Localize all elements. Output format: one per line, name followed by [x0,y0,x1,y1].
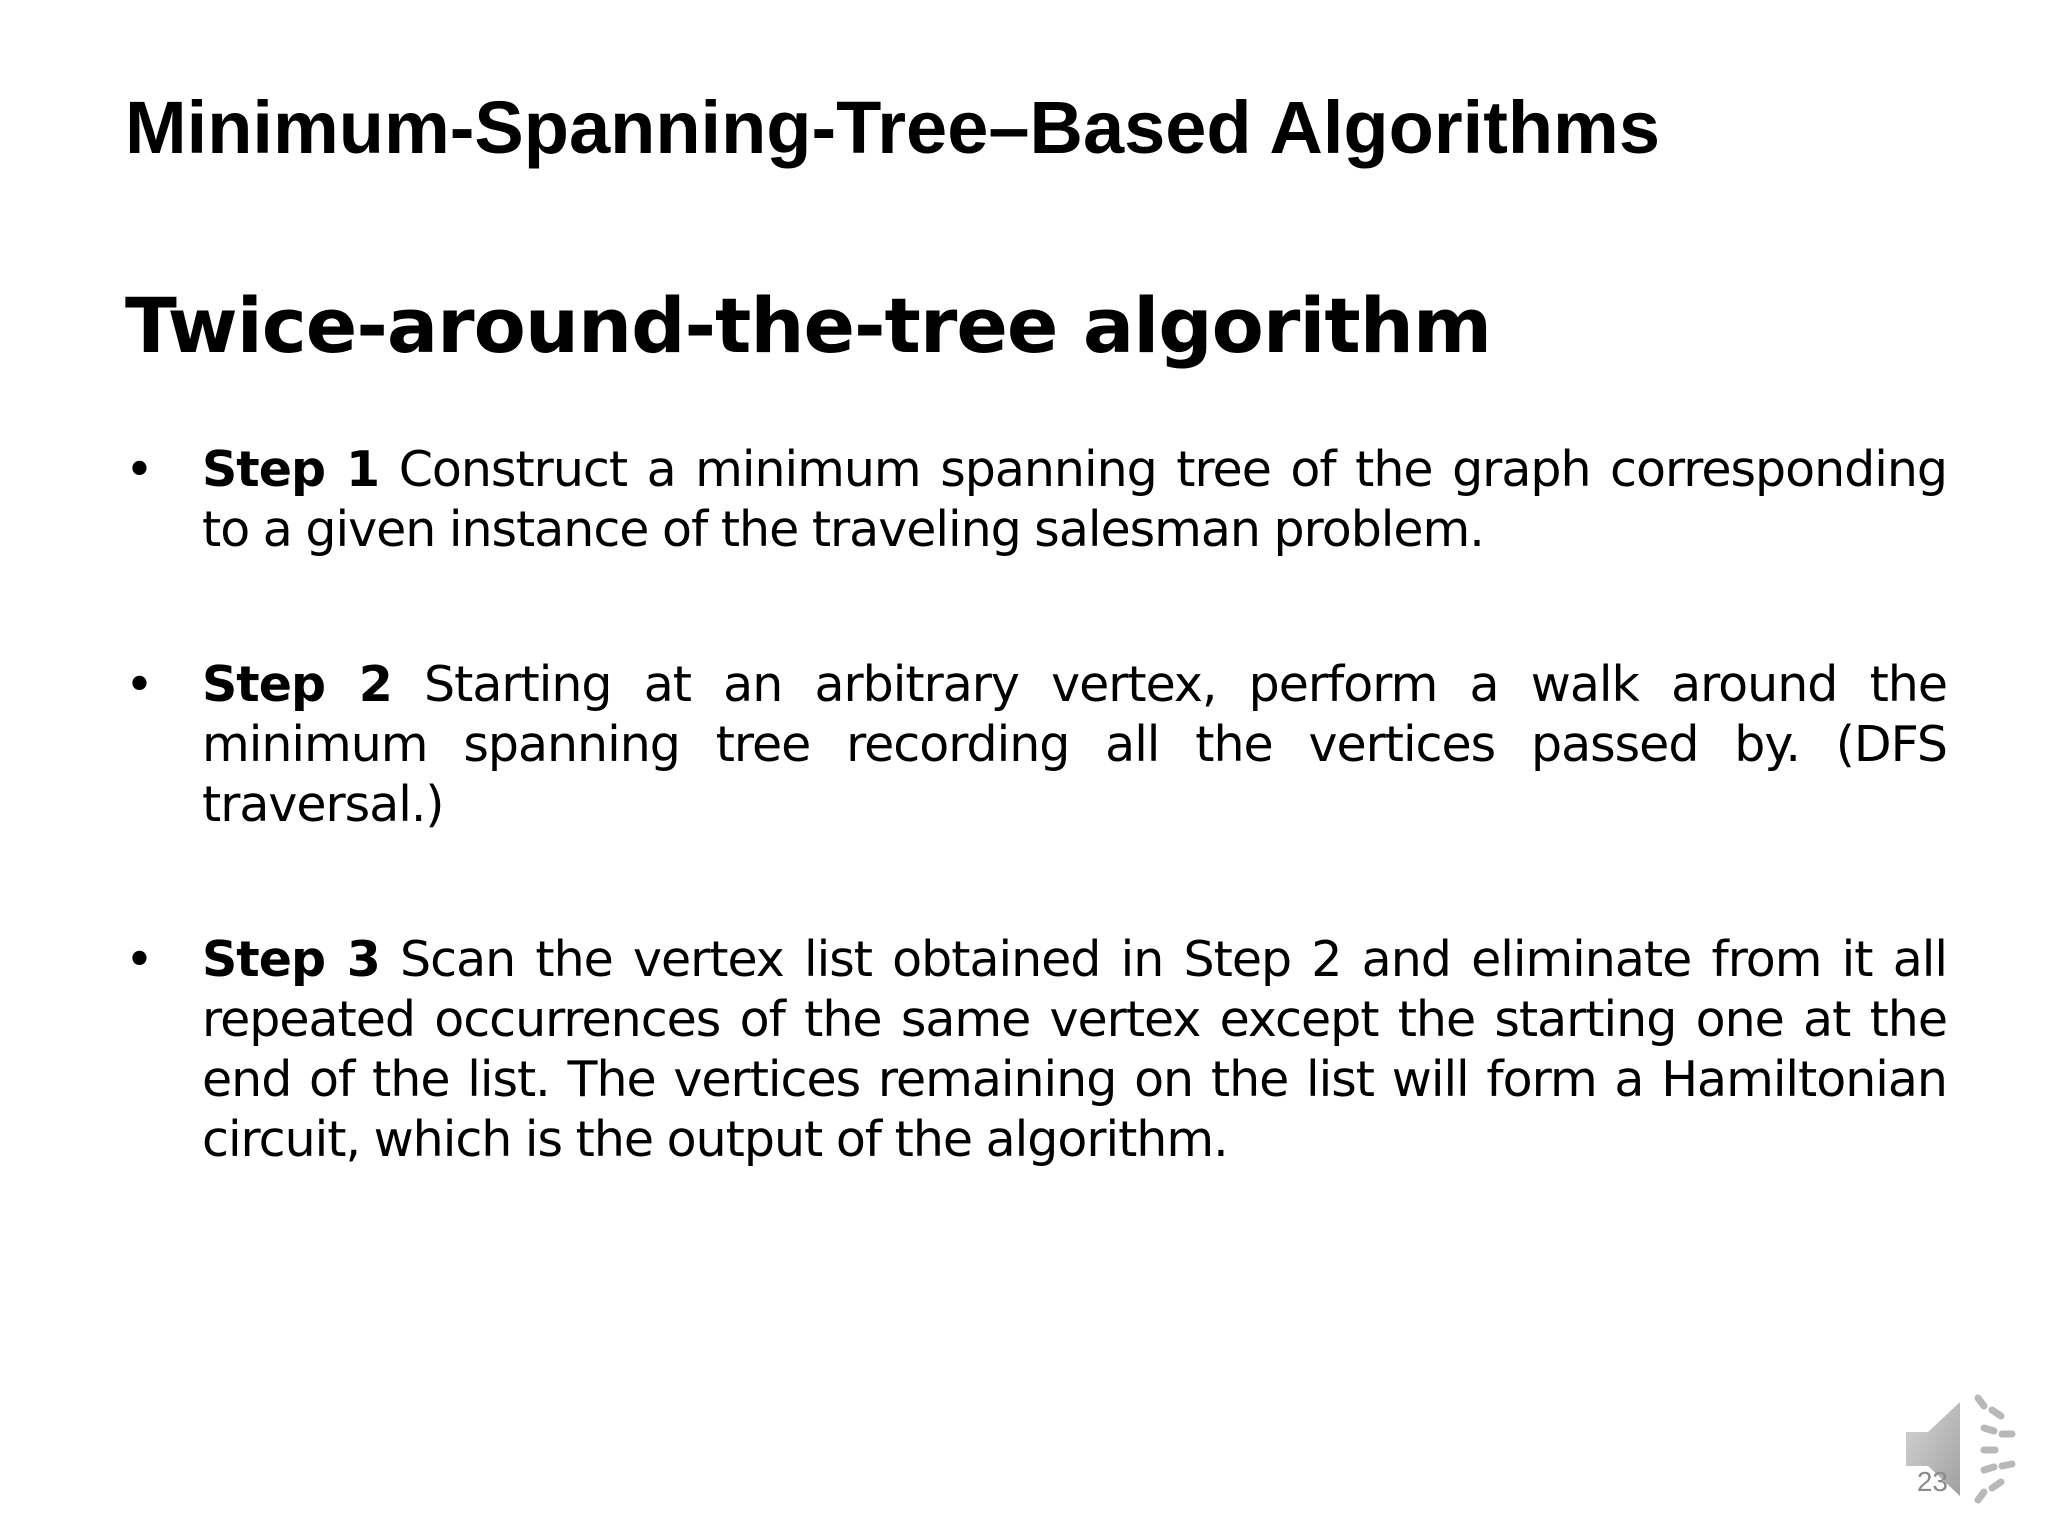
step-1-label: Step 1 [202,441,380,498]
slide-title: Minimum-Spanning-Tree–Based Algorithms [125,86,1660,169]
step-1-text: Construct a minimum spanning tree of the graph corresponding to a given instance of the traveling salesman problem. [202,441,1948,558]
steps-list [125,440,1947,1170]
bullet-icon: • [125,441,153,498]
step-3-text: Scan the vertex list obtained in Step 2 and eliminate from it all repeated occurrences of the same vertex except the starting one at the end of the list. The vertices remaining on the list will form a Hamiltonian circuit, which is the output of the algorithm. [202,931,1947,1168]
bullet-icon: • [125,931,153,988]
step-2-label: Step 2 [202,656,392,713]
step-1-item [125,440,1947,560]
slide-subtitle: Twice-around-the-tree algorithm [125,281,1492,370]
step-2-item [125,655,1947,835]
step-3-label: Step 3 [202,931,380,988]
step-2-text: Starting at an arbitrary vertex, perform a walk around the minimum spanning tree recording all the vertices passed by. (DFS traversal.) [202,656,1947,833]
bullet-icon: • [125,656,153,713]
page-number: 23 [1916,1466,1948,1497]
step-3-item [125,930,1947,1170]
